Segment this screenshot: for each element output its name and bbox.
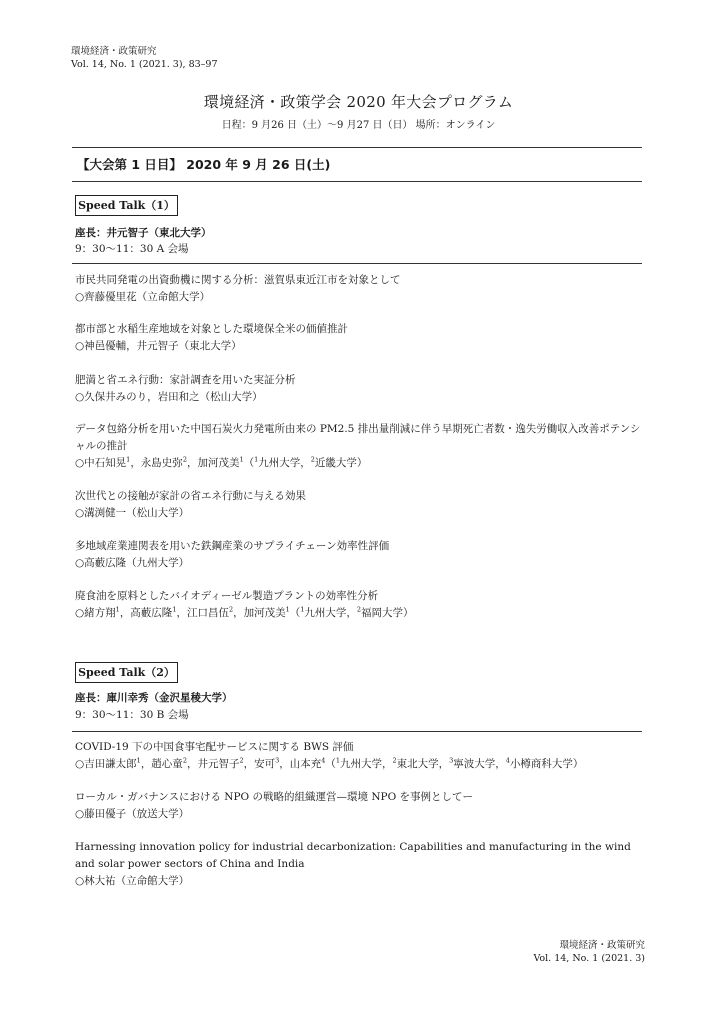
footer-journal-issue: Vol. 14, No. 1 (2021. 3) [533, 953, 645, 964]
journal-name: 環境経済・政策研究 [71, 46, 157, 57]
talk-item [75, 538, 645, 572]
divider [72, 263, 642, 264]
talk-item [75, 488, 645, 522]
talk-title: COVID-19 下の中国食事宅配サービスに関する BWS 評価 [75, 741, 354, 753]
session-time: 9：30～11：30 B 会場 [75, 709, 189, 721]
journal-footer [533, 939, 645, 965]
talk-item [75, 421, 645, 472]
session-label-box: Speed Talk（1） [75, 195, 178, 216]
talk-authors: ○中石知晃$^1$，永島史弥$^2$，加河茂美$^1$（$^1$九州大学，$^2$近畿大学） [75, 455, 368, 469]
talk-title: ローカル・ガバナンスにおける NPO の戦略的組織運営—環境 NPO を事例としてー [75, 791, 474, 803]
talk-title: データ包絡分析を用いた中国石炭火力発電所由来の PM2.5 排出量削減に伴う早期死亡者数・逸失労働収入改善ポテンシャルの推計 [75, 423, 641, 452]
talk-authors: ○高藪広隆（九州大学） [75, 557, 190, 569]
talk-item [75, 839, 645, 890]
talk-title: 市民共同発電の出資動機に関する分析：滋賀県東近江市を対象として [75, 274, 401, 286]
talk-title: 都市部と水稲生産地域を対象とした環境保全米の価値推計 [75, 323, 348, 335]
program-title-block [0, 91, 717, 131]
talk-item [75, 588, 645, 622]
journal-header [71, 45, 218, 71]
talk-authors: ○齊藤優里花（立命館大学） [75, 291, 211, 303]
session-chair: 座長：井元智子（東北大学） [75, 227, 212, 239]
page-title: 環境経済・政策学会 2020 年大会プログラム [203, 93, 514, 111]
session-chair: 座長：庫川幸秀（金沢星稜大学） [75, 692, 233, 704]
talk-title: 廃食油を原料としたバイオディーゼル製造プラントの効率性分析 [75, 590, 379, 602]
page-subtitle: 日程：9 月26 日（土）～9 月27 日（日） 場所：オンライン [221, 120, 496, 131]
session-label-box: Speed Talk（2） [75, 662, 178, 683]
talk-title: 肥満と省エネ行動：家計調査を用いた実証分析 [75, 374, 296, 386]
footer-journal-name: 環境経済・政策研究 [559, 940, 645, 951]
talk-title: Harnessing innovation policy for industrial decarbonization: Capabilities and manufacturing in the wind and solar power sectors of China and India [75, 841, 631, 870]
talk-authors: ○藤田優子（放送大学） [75, 808, 190, 820]
talk-item [75, 372, 645, 406]
divider [72, 181, 642, 182]
talk-authors: ○神邑優輔，井元智子（東北大学） [75, 340, 242, 352]
talk-authors: ○久保井みのり，岩田和之（松山大学） [75, 391, 263, 403]
talk-item [75, 321, 645, 355]
talk-authors: ○林大祐（立命館大学） [75, 875, 190, 887]
session-time: 9：30～11：30 A 会場 [75, 243, 189, 255]
talk-authors: ○溝渕健一（松山大学） [75, 507, 190, 519]
divider [72, 147, 642, 148]
talk-authors: ○吉田謙太郎$^1$，趙心童$^2$，井元智子$^2$，安可$^3$，山本充$^4$（$^1$九州大学，$^2$東北大学，$^3$寧波大学，$^4$小樽商科大学） [75, 756, 584, 770]
journal-issue: Vol. 14, No. 1 (2021. 3), 83–97 [71, 59, 218, 70]
day-heading: 【大会第 1 日目】 2020 年 9 月 26 日(土) [77, 157, 331, 172]
divider [72, 731, 642, 732]
talk-authors: ○緒方翔$^1$，高藪広隆$^1$，江口昌伍$^2$，加河茂美$^1$（$^1$九州大学，$^2$福岡大学） [75, 605, 414, 619]
talk-item [75, 272, 645, 306]
talk-item [75, 739, 645, 773]
talk-item [75, 789, 645, 823]
talk-title: 次世代との接触が家計の省エネ行動に与える効果 [75, 490, 306, 502]
talk-title: 多地域産業連関表を用いた鉄鋼産業のサプライチェーン効率性評価 [75, 540, 390, 552]
